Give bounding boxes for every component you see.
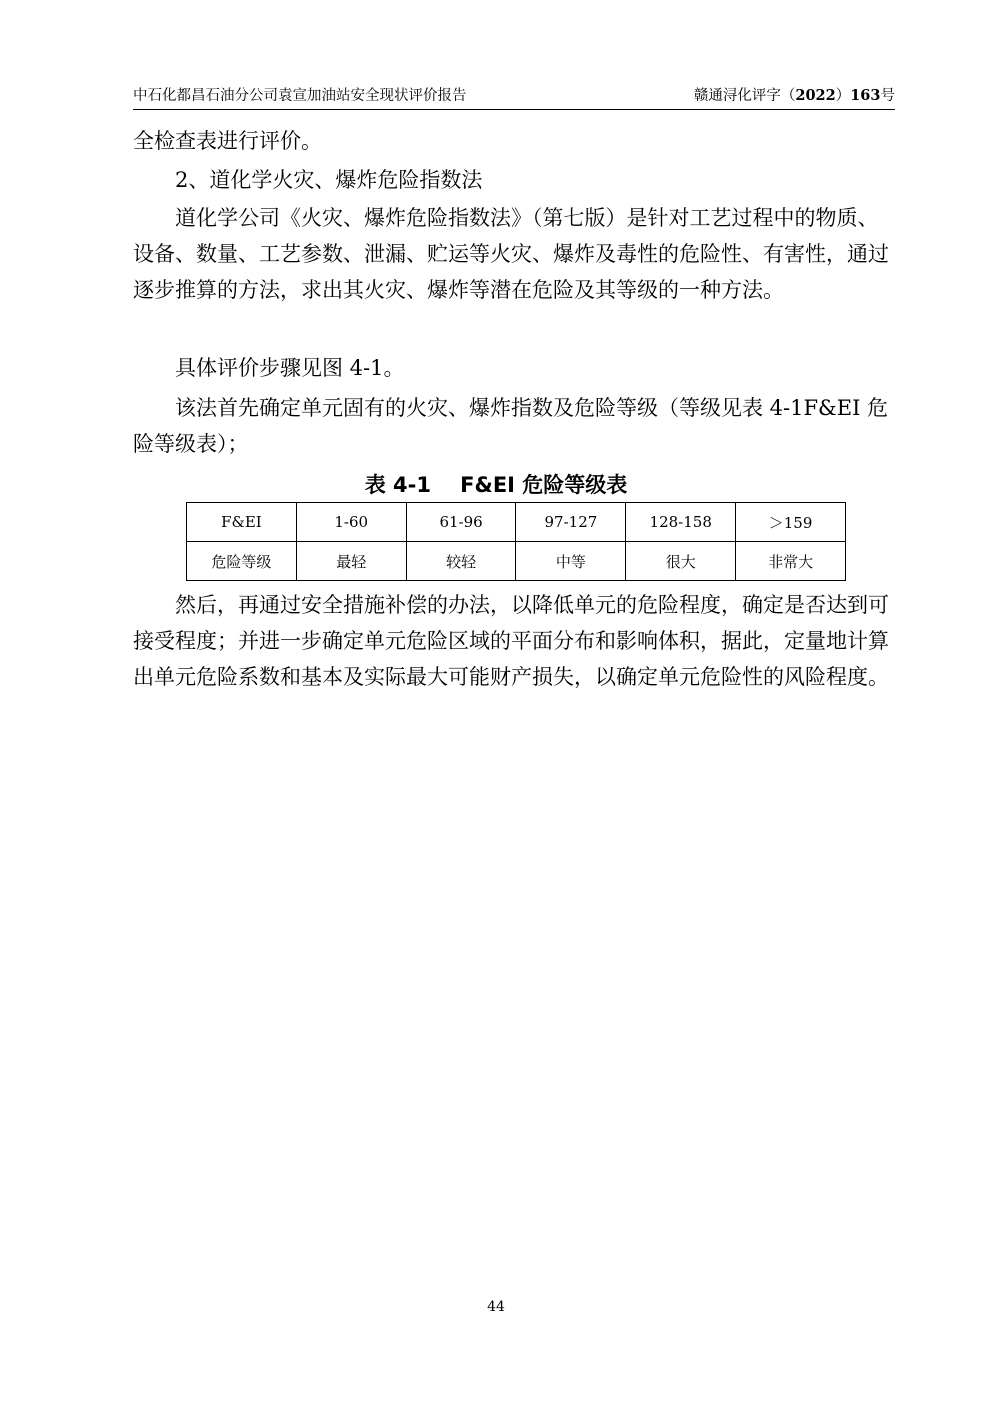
table-cell: 较轻 [406,542,516,581]
page-header [133,86,895,110]
paragraph-continuation: 全检查表进行评价。 [133,129,322,153]
hazard-grade-table [186,502,846,581]
paragraph-method-intro: 道化学公司《火灾、爆炸危险指数法》（第七版）是针对工艺过程中的物质、设备、数量、工艺参数、泄漏、贮运等火灾、爆炸及毒性的危险性、有害性，通过逐步推算的方法，求出其火灾、爆炸等潜在危险及其等级的一种方法。 [133,206,889,302]
report-title: 中石化都昌石油分公司袁宣加油站安全现状评价报告 [133,88,467,104]
section-heading: 2、道化学火灾、爆炸危险指数法 [175,168,483,192]
table-cell: 危险等级 [187,542,297,581]
report-serial: 163 [850,87,881,104]
table-cell: 非常大 [736,542,846,581]
paragraph-steps-ref: 具体评价步骤见图 4-1。 [175,356,405,380]
table-cell: 1-60 [296,503,406,542]
table-cell: 97-127 [516,503,626,542]
report-number-prefix: 赣通浔化评字（ [693,88,796,104]
paragraph-compensation: 然后，再通过安全措施补偿的办法，以降低单元的危险程度，确定是否达到可接受程度；并进一步确定单元危险区域的平面分布和影响体积，据此，定量地计算出单元危险系数和基本及实际最大可能财产损失，以确定单元危险性的风险程度。 [133,593,889,689]
paragraph-index-grade: 该法首先确定单元固有的火灾、爆炸指数及危险等级（等级见表 4-1F&EI 危险等级表）； [133,396,889,456]
report-number-bracket: ） [835,88,851,104]
table-cell: F&EI [187,503,297,542]
table-cell: 中等 [516,542,626,581]
report-year: 2022 [795,87,836,104]
table-cell: ＞159 [736,503,846,542]
table-cell: 最轻 [296,542,406,581]
table-cell: 128-158 [626,503,736,542]
header-rule [133,109,895,110]
table-cell: 61-96 [406,503,516,542]
table-row [187,503,846,542]
report-number [694,86,895,106]
table-cell: 很大 [626,542,736,581]
table-caption [0,471,992,499]
page-number: 44 [487,1299,505,1315]
report-number-suffix: 号 [880,88,895,104]
table-caption-text: 表 4-1 F&EI 危险等级表 [364,473,628,497]
table-row [187,542,846,581]
